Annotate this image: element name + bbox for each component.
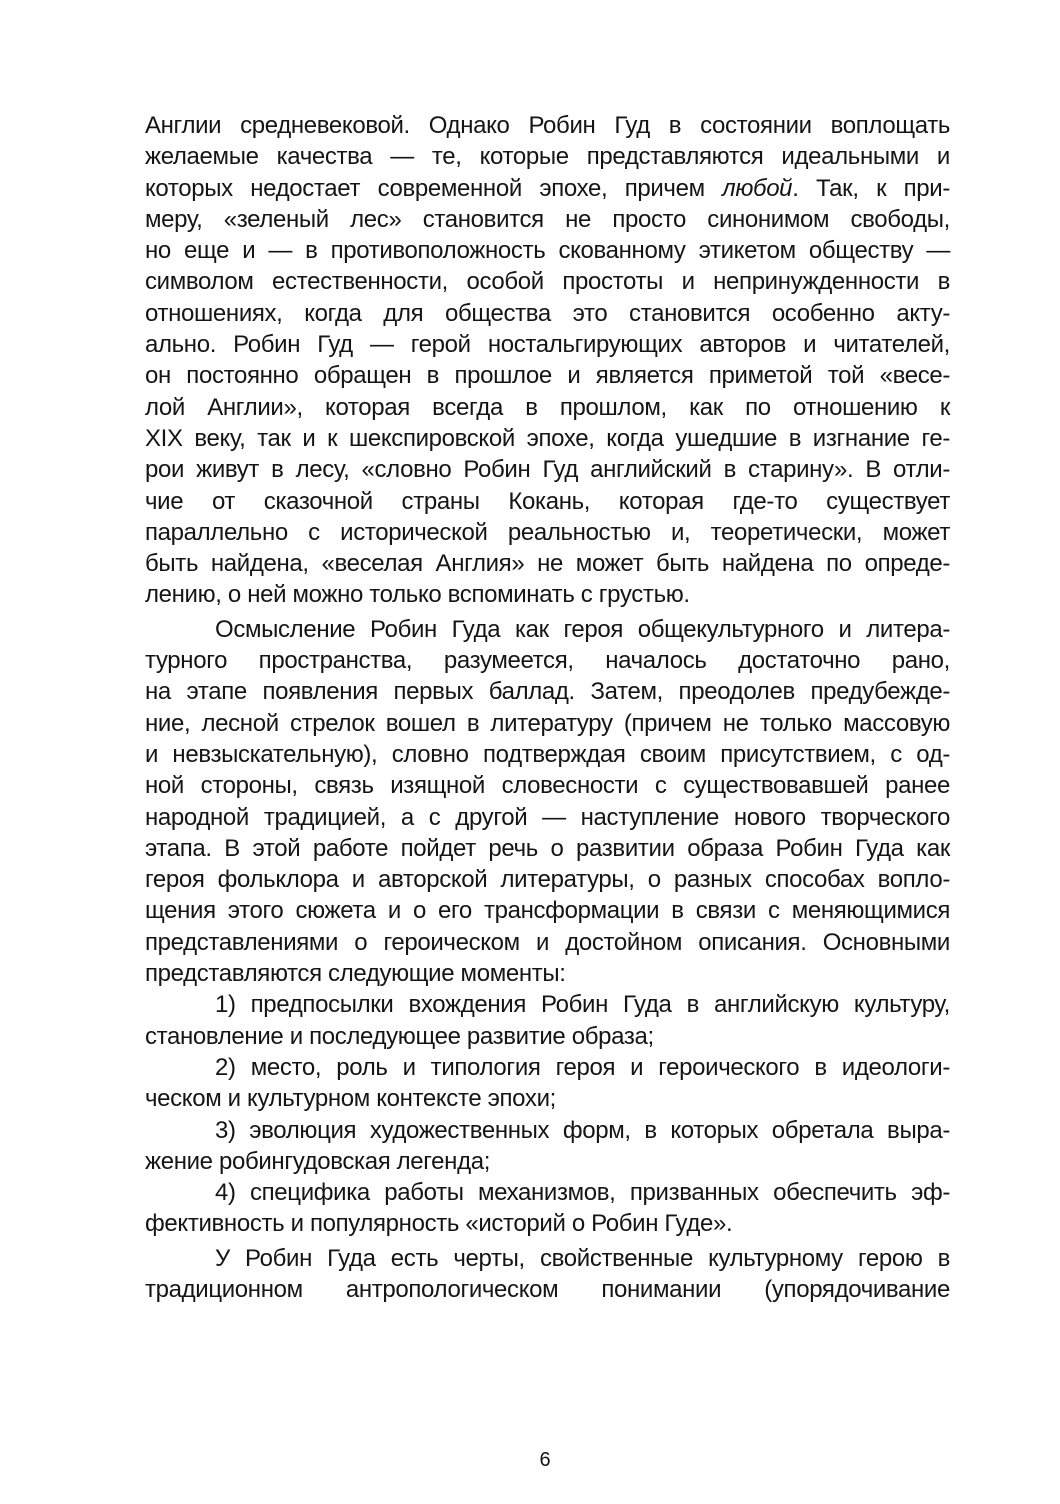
text-line: желаемые качества — те, которые представляются идеальными и xyxy=(145,143,950,171)
paragraph xyxy=(145,1243,950,1306)
text-line: 1) предпосылки вхождения Робин Гуда в английскую культуру, xyxy=(215,991,950,1019)
list-item xyxy=(145,989,950,1052)
text-line: но еще и — в противоположность скованному этикетом обществу — xyxy=(145,237,950,265)
list-item xyxy=(145,1115,950,1178)
text-line: фективность и популярность «историй о Робин Гуде». xyxy=(145,1210,733,1238)
text-line: становление и последующее развитие образа; xyxy=(145,1022,654,1050)
text-line: лению, о ней можно только вспоминать с грустью. xyxy=(145,581,690,609)
text-line: он постоянно обращен в прошлое и является приметой той «весе- xyxy=(145,362,950,390)
text-line: чие от сказочной страны Кокань, которая где-то существует xyxy=(145,487,950,515)
text-line: 3) эволюция художественных форм, в которых обретала выра- xyxy=(215,1116,950,1144)
text-line: которых недостает современной эпохе, причем любой. Так, к при- xyxy=(145,174,950,202)
text-line: и невзыскательную), словно подтверждая своим присутствием, с од- xyxy=(145,740,950,768)
text-line: традиционном антропологическом понимании (упорядочивание xyxy=(145,1275,950,1303)
text-line: ально. Робин Гуд — герой ностальгирующих авторов и читателей, xyxy=(145,331,950,359)
text-line: представляются следующие моменты: xyxy=(145,960,566,988)
text-line: 4) специфика работы механизмов, призванных обеспечить эф- xyxy=(215,1179,950,1207)
text-line: Осмысление Робин Гуда как героя общекультурного и литера- xyxy=(215,615,950,643)
text-line: на этапе появления первых баллад. Затем, преодолев предубежде- xyxy=(145,678,950,706)
paragraph xyxy=(145,110,950,611)
page-number: 6 xyxy=(539,1449,551,1471)
text-line: 2) место, роль и типология героя и героического в идеологи- xyxy=(215,1053,950,1081)
text-line: лой Англии», которая всегда в прошлом, как по отношению к xyxy=(145,393,950,421)
text-line: символом естественности, особой простоты и непринужденности в xyxy=(145,268,950,296)
text-line: героя фольклора и авторской литературы, о разных способах вопло- xyxy=(145,866,950,894)
text-line: жение робингудовская легенда; xyxy=(145,1147,491,1175)
text-line: турного пространства, разумеется, началось достаточно рано, xyxy=(145,647,950,675)
text-line: ной стороны, связь изящной словесности с существовавшей ранее xyxy=(145,772,950,800)
page-body-text xyxy=(145,110,950,1305)
list-item xyxy=(145,1177,950,1240)
text-line: меру, «зеленый лес» становится не просто синонимом свободы, xyxy=(145,205,950,233)
text-line: XIX веку, так и к шекспировской эпохе, когда ушедшие в изгнание ге- xyxy=(145,424,950,452)
list-item xyxy=(145,1052,950,1115)
text-line: У Робин Гуда есть черты, свойственные культурному герою в xyxy=(215,1244,950,1272)
text-line: ческом и культурном контексте эпохи; xyxy=(145,1085,556,1113)
text-line: щения этого сюжета и о его трансформации в связи с меняющимися xyxy=(145,897,950,925)
text-line: быть найдена, «веселая Англия» не может быть найдена по опреде- xyxy=(145,550,950,578)
text-line: Англии средневековой. Однако Робин Гуд в состоянии воплощать xyxy=(145,112,950,139)
text-line: народной традицией, а с другой — наступление нового творческого xyxy=(145,803,950,831)
text-line: ние, лесной стрелок вошел в литературу (причем не только массовую xyxy=(145,709,950,737)
text-line: отношениях, когда для общества это становится особенно акту- xyxy=(145,299,950,327)
text-line: этапа. В этой работе пойдет речь о развитии образа Робин Гуда как xyxy=(145,834,950,862)
emphasized-word: любой xyxy=(722,174,793,202)
text-line: рои живут в лесу, «словно Робин Гуд английский в старину». В отли- xyxy=(145,456,950,484)
text-line: параллельно с исторической реальностью и, теоретически, может xyxy=(145,518,950,546)
paragraph xyxy=(145,614,950,990)
text-line: представлениями о героическом и достойном описания. Основными xyxy=(145,928,950,956)
